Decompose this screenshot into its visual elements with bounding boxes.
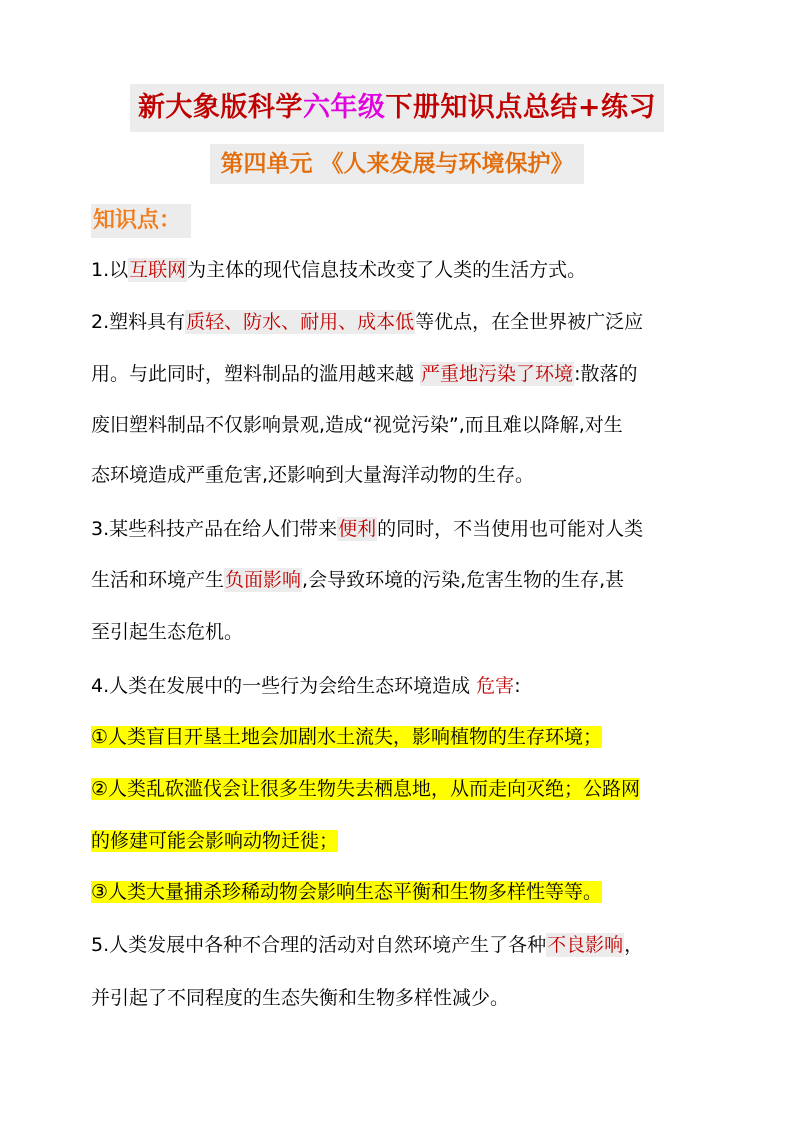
text: 4.人类在发展中的一些行为会给生态环境造成 (91, 675, 477, 697)
point-2-line-1 (91, 307, 643, 337)
page-title (130, 84, 664, 132)
highlight-term: 严重地污染了环境 (421, 363, 574, 385)
text: : (514, 675, 521, 697)
highlighted-text: 的修建可能会影响动物迁徙； (91, 830, 339, 852)
text: 为主体的现代信息技术改变了人类的生活方式。 (187, 259, 587, 281)
point-2-line-2 (91, 359, 637, 389)
point-2-line-4: 态环境造成严重危害,还影响到大量海洋动物的生存。 (91, 464, 535, 486)
highlighted-text: ①人类盲目开垦土地会加剧水土流失，影响植物的生存环境； (91, 726, 603, 748)
point-3-line-1 (91, 514, 643, 544)
text: 5.人类发展中各种不合理的活动对自然环境产生了各种 (91, 934, 547, 956)
point-5-line-1 (91, 930, 643, 960)
point-4-item-1 (91, 722, 602, 752)
point-5-line-2: 并引起了不同程度的生态失衡和生物多样性减少。 (91, 987, 510, 1009)
text: 2.塑料具有 (91, 311, 186, 333)
point-4-intro (91, 671, 521, 701)
title-part-3: 下册知识点总结+练习 (385, 92, 657, 123)
point-4-item-2-line-1 (91, 774, 640, 804)
highlight-term: 负面影响 (225, 569, 302, 591)
text: ,会导致环境的污染,危害生物的生存,甚 (302, 569, 625, 591)
point-4-item-3 (91, 877, 602, 907)
text: 3.某些科技产品在给人们带来 (91, 518, 338, 540)
unit-title: 第四单元 《人来发展与环境保护》 (210, 144, 583, 184)
point-3-line-2 (91, 565, 624, 595)
text: 的同时，不当使用也可能对人类 (377, 518, 644, 540)
highlighted-text: ③人类大量捕杀珍稀动物会影响生态平衡和生物多样性等等。 (91, 881, 603, 903)
text: 生活和环境产生 (91, 569, 225, 591)
text: 1.以 (91, 259, 129, 281)
highlighted-text: ②人类乱砍滥伐会让很多生物失去栖息地，从而走向灭绝；公路网 (91, 778, 641, 800)
title-part-1: 新大象版科学 (137, 92, 303, 123)
title-grade: 六年级 (302, 92, 386, 123)
highlight-term: 便利 (338, 518, 377, 540)
text: ， (624, 934, 644, 956)
highlight-term: 互联网 (129, 259, 187, 281)
highlight-term: 不良影响 (547, 934, 624, 956)
point-2-line-3: 废旧塑料制品不仅影响景观,造成“视觉污染”,而且难以降解,对生 (91, 414, 623, 436)
highlight-term: 危害 (476, 675, 515, 697)
title-row (0, 84, 794, 132)
text: 用。与此同时，塑料制品的滥用越来越 (91, 363, 421, 385)
text: :散落的 (574, 363, 638, 385)
section-heading: 知识点： (91, 204, 191, 238)
text: 等优点，在全世界被广泛应 (415, 311, 644, 333)
point-4-item-2-line-2 (91, 826, 338, 856)
point-3-line-3: 至引起生态危机。 (91, 621, 244, 643)
highlight-term: 质轻、防水、耐用、成本低 (186, 311, 415, 333)
unit-row (0, 144, 794, 184)
point-1 (91, 255, 586, 285)
